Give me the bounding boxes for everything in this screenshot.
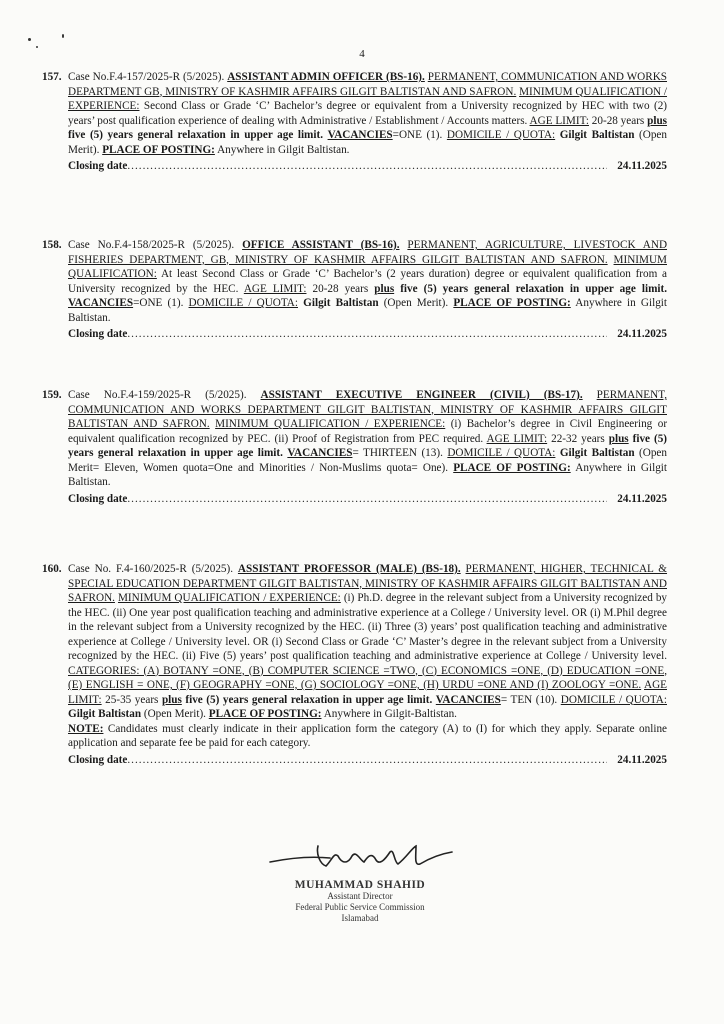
plus-word: plus [608,432,629,445]
plus-word: plus [647,114,668,127]
age-limit-text: 22-32 years [551,432,605,445]
signatory-organization: Federal Public Service Commission [295,902,425,912]
domicile-label: DOMICILE / QUOTA: [447,447,556,459]
age-limit-text: 25-35 years [105,693,159,706]
scan-speck [28,38,31,41]
domicile-label: DOMICILE / QUOTA: [188,297,298,309]
vacancies-label: VACANCIES [68,297,134,309]
categories: CATEGORIES: (A) BOTANY =ONE, (B) COMPUTER SCIENCE =TWO, (C) ECONOMICS =ONE, (D) EDUCATION =ONE, (E) ENGLISH = ONE, (F) GEOGRAPHY =ONE, (G) SOCIOLOGY =ONE, (H) URDU =ONE AND (I) ZOOLOGY =ONE. [68,664,667,691]
case-number: Case No.F.4-159/2025-R (5/2025). [68,389,247,401]
post-title: ASSISTANT ADMIN OFFICER (BS-16). [227,71,425,83]
age-limit-label: AGE LIMIT: [68,679,667,706]
qualification-label: MINIMUM QUALIFICATION / EXPERIENCE: [117,592,341,604]
leader-dots [127,327,607,342]
closing-date-line [68,492,667,507]
age-limit-text: 20-28 years [591,114,645,127]
age-limit-label: AGE LIMIT: [529,114,589,127]
post-title: OFFICE ASSISTANT (BS-16). [242,239,400,251]
closing-date-label: Closing date [68,753,128,766]
signatory-city: Islamabad [341,913,379,923]
closing-date-label: Closing date [68,492,128,505]
vacancies-text: = TEN (10). [500,693,558,706]
posting-label: PLACE OF POSTING: [208,708,322,720]
domicile-region: Gilgit Baltistan [68,708,142,720]
posting-text: Anywhere in Gilgit Baltistan. [68,461,667,488]
post-title: ASSISTANT EXECUTIVE ENGINEER (CIVIL) (BS-17). [260,389,583,401]
advertisement-entry [42,238,667,342]
posting-label: PLACE OF POSTING: [453,297,571,309]
page-number: 4 [359,48,365,60]
domicile-region: Gilgit Baltistan [303,297,379,309]
qualification-text: Second Class or Grade ‘C’ Bachelor’s degree or equivalent from a University recognized by HEC with two (2) years’ post qualification experience of dealing with Administrative / Establishment / Accounts matters. [68,100,668,127]
department: PERMANENT, AGRICULTURE, LIVESTOCK AND FISHERIES DEPARTMENT, GB, MINISTRY OF KASHMIR AFFAIRS GILGIT BALTISTAN AND SAFRON. [68,239,668,266]
scan-speck [62,34,64,38]
case-number: Case No. F.4-160/2025-R (5/2025). [68,563,234,575]
entry-number: 159. [42,389,62,401]
vacancies-label: VACANCIES [435,693,501,706]
domicile-text: (Open Merit= Eleven, Women quota=One and Minorities / Non-Muslims quota= One). [68,447,667,474]
leader-dots [127,159,607,174]
post-title: ASSISTANT PROFESSOR (MALE) (BS-18). [237,563,461,575]
domicile-region: Gilgit Baltistan [559,447,635,459]
closing-date-line [68,159,667,174]
closing-date-line [68,327,667,342]
leader-dots [127,753,607,768]
entry-number: 158. [42,239,62,251]
advertisement-entry [42,562,667,767]
age-relaxation: five (5) years general relaxation in upper age limit. [68,129,324,141]
plus-word: plus [374,282,395,295]
entry-number: 160. [42,563,62,575]
entry-body [68,238,667,325]
vacancies-label: VACANCIES [327,129,393,141]
posting-text: Anywhere in Gilgit Baltistan. [68,297,667,324]
age-limit-label: AGE LIMIT: [486,432,548,445]
entry-body [68,562,667,751]
posting-label: PLACE OF POSTING: [102,143,215,156]
signature-block [250,838,470,924]
vacancies-text: = THIRTEEN (13). [352,447,443,459]
age-limit-label: AGE LIMIT: [243,282,307,295]
age-relaxation: five (5) years general relaxation in upper age limit. [68,432,668,459]
qualification-label: MINIMUM QUALIFICATION / EXPERIENCE: [68,85,668,112]
domicile-text: (Open Merit). [383,297,449,309]
entry-number: 157. [42,71,62,83]
posting-label: PLACE OF POSTING: [453,461,571,474]
department: PERMANENT, HIGHER, TECHNICAL & SPECIAL EDUCATION DEPARTMENT GILGIT BALTISTAN, MINISTRY OF KASHMIR AFFAIRS GILGIT BALTISTAN AND SAFRON. [68,563,668,604]
age-limit-text: 20-28 years [312,282,369,295]
closing-date: 24.11.2025 [617,492,667,505]
domicile-label: DOMICILE / QUOTA: [560,693,667,706]
closing-date: 24.11.2025 [617,328,667,340]
domicile-text: (Open Merit). [68,129,667,156]
qualification-label: MINIMUM QUALIFICATION: [68,253,667,280]
signatory-designation: Assistant Director [327,891,393,901]
qualification-text: At least Second Class or Grade ‘C’ Bachelor’s (2 years duration) degree or equivalent qualification from a University recognized by the HEC. [68,268,667,295]
posting-text: Anywhere in Gilgit-Baltistan. [323,708,457,720]
handwritten-signature [260,838,460,874]
case-number: Case No.F.4-158/2025-R (5/2025). [68,239,235,251]
posting-text: Anywhere in Gilgit Baltistan. [217,143,350,156]
qualification-text: (i) Ph.D. degree in the relevant subject from a University recognized by the HEC. (ii) One year post qualification teaching and administrative experience at a College / University level. OR (i) M.Phil degree in the relevant subject from a University recognized by the HEC. (ii) Three (3) years’ post qualification teaching and administrative experience at College / University level. OR (i) Second Class or Grade ‘C’ Master’s degree in the relevant subject from a University recognized by the HEC. (ii) Five (5) years’ post qualification teaching and administrative experience at College / University level. [68,592,668,662]
leader-dots [127,492,607,507]
age-relaxation: five (5) years general relaxation in upper age limit. [185,693,433,706]
department: PERMANENT, COMMUNICATION AND WORKS DEPARTMENT GB, MINISTRY OF KASHMIR AFFAIRS GILGIT BALTISTAN AND SAFRON. [68,71,668,98]
advertisement-entry [42,388,667,506]
closing-date: 24.11.2025 [617,753,667,766]
closing-date-label: Closing date [68,328,128,340]
qualification-text: (i) Bachelor’s degree in Civil Engineering or equivalent qualification recognized by PEC. (ii) Proof of Registration from PEC required. [68,418,668,445]
domicile-label: DOMICILE / QUOTA: [446,129,556,141]
age-relaxation: five (5) years general relaxation in upper age limit. [400,282,668,295]
closing-date-label: Closing date [68,160,128,172]
note-text: Candidates must clearly indicate in their application form the category (A) to (I) for which they apply. Separate online application and separate fee be paid for each category. [68,722,668,749]
domicile-region: Gilgit Baltistan [559,129,635,141]
entry-body [68,70,667,157]
case-number: Case No.F.4-157/2025-R (5/2025). [68,71,225,83]
closing-date: 24.11.2025 [617,160,667,172]
note-label: NOTE: [68,722,104,735]
vacancies-label: VACANCIES [287,447,353,459]
department: PERMANENT, COMMUNICATION AND WORKS DEPARTMENT GILGIT BALTISTAN, MINISTRY OF KASHMIR AFFAIRS GILGIT BALTISTAN AND SAFRON. [68,389,667,430]
entry-body [68,388,667,490]
vacancies-text: =ONE (1). [392,129,443,141]
signatory-name: MUHAMMAD SHAHID [294,879,426,891]
qualification-label: MINIMUM QUALIFICATION / EXPERIENCE: [215,418,446,430]
advertisement-entry [42,70,667,174]
domicile-text: (Open Merit). [143,708,206,720]
plus-word: plus [161,693,182,706]
vacancies-text: =ONE (1). [133,297,184,309]
closing-date-line [68,753,667,768]
